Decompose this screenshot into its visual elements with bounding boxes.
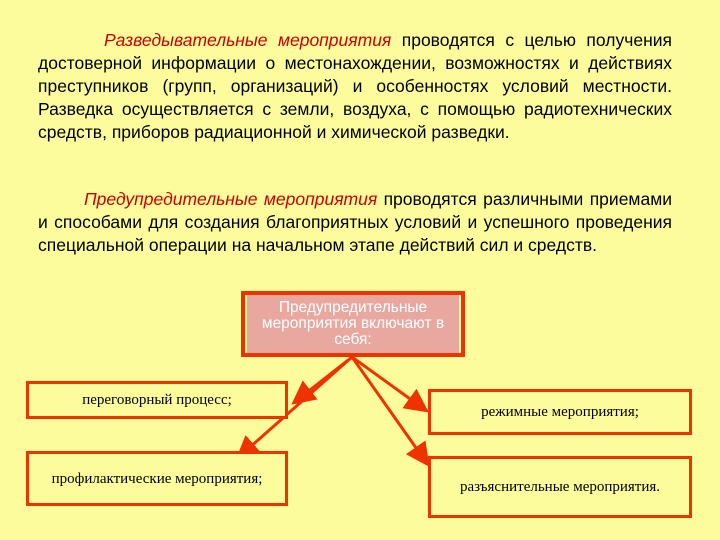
diagram-center-box <box>241 291 465 357</box>
item-prophylactic: профилактические мероприятия; <box>26 451 288 506</box>
arrow-to-explanatory <box>352 357 426 462</box>
item-regime: режимные мероприятия; <box>428 389 692 435</box>
item-explanatory: разъяснительные мероприятия. <box>428 456 692 518</box>
item-negotiation: переговорный процесс; <box>26 381 288 419</box>
arrow-to-regime <box>352 357 424 409</box>
paragraph-preventive-text: проводятся различными приемами и способами для создания благоприятных условий и успешного проведения специальной операции на начальном этапе действий сил и средств. <box>38 189 672 255</box>
paragraph-reconnaissance-text: проводятся с целью получения достоверной информации о местонахождении, возможностях и действиях преступников (групп, организаций) и особенностях условий местности. Разведка осуществляется с земли, воздуха, с помощью радиотехнических средств, приборов радиационной и химической разведки. <box>38 30 672 142</box>
diagram-center-label: Предупредительные мероприятия включают в себя: <box>247 295 459 353</box>
term-preventive: Предупредительные мероприятия <box>84 189 378 209</box>
term-reconnaissance: Разведывательные мероприятия <box>104 30 392 50</box>
